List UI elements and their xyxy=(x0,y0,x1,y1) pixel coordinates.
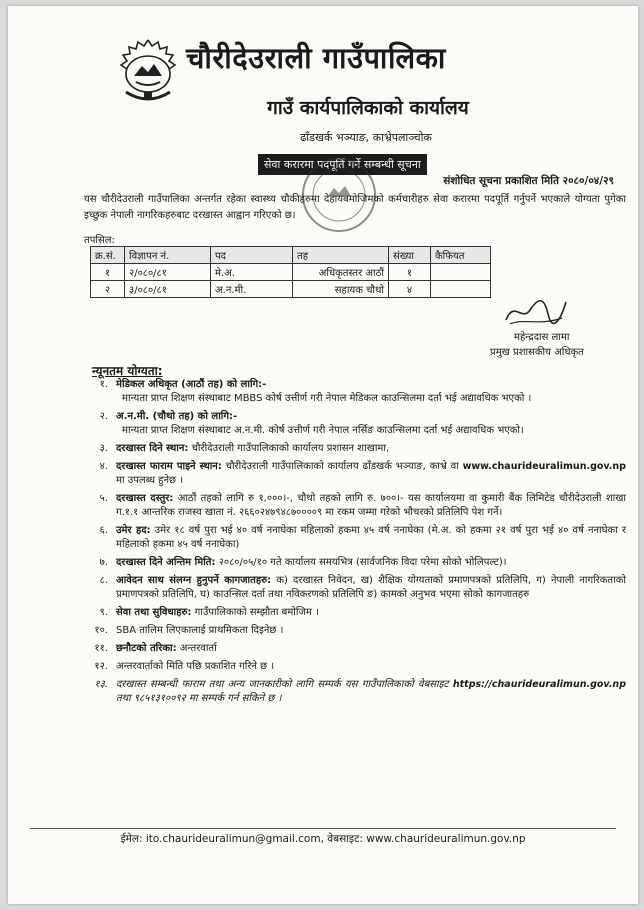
email-link[interactable]: ito.chaurideuralimun@gmail.com, xyxy=(145,833,324,845)
signature-icon xyxy=(500,292,570,330)
signatory-title: प्रमुख प्रशासकीय अधिकृत xyxy=(490,347,584,358)
footer-divider xyxy=(30,828,616,829)
website-link[interactable]: www.chaurideuralimun.gov.np xyxy=(462,461,626,472)
cell-remarks xyxy=(431,281,491,298)
details-label: तपसिल: xyxy=(84,235,115,246)
contact-note: १३. दरखास्त सम्बन्धी फाराम तथा अन्य जानकारीको लागि सम्पर्क यस गाउँपालिकाको वेबसाइट https://chaurideuralimun.gov.np तथा ९८५१३१००९२ मा सम्पर्क गर्न सकिने छ । xyxy=(94,679,626,704)
col-level: तह xyxy=(293,247,389,264)
cell-level: अधिकृतस्तर आठौं xyxy=(293,264,389,281)
cell-post: अ.न.मी. xyxy=(211,281,293,298)
cell-level: सहायक चौथो xyxy=(293,281,389,298)
contact-website-link[interactable]: https://chaurideuralimun.gov.np xyxy=(452,679,626,690)
list-item: ९. सेवा तथा सुविधाहरु: गाउँपालिकाको सम्झौता बमोजिम । xyxy=(99,607,319,618)
list-item: २. अ.न.मी. (चौथो तह) को लागि:- मान्यता प्राप्त शिक्षण संस्थाबाट अ.न.मी. कोर्ष उत्तीर्ण गरी नेपाल नर्सिङ काउन्सिलमा दर्ता भई अद्यावधिक भएको। xyxy=(99,411,524,436)
table-header-row xyxy=(91,247,491,264)
office-name: गाउँ कार्यपालिकाको कार्यालय xyxy=(267,97,469,119)
list-item: ४. दरखास्त फाराम पाइने स्थान: चौरीदेउराली गाउँपालिकाको कार्यालय ढाँडखर्क भञ्याङ, काभ्रे वा www.chaurideuralimun.gov.np मा उपलब्ध हुनेछ । xyxy=(99,461,626,486)
list-item: १२. अन्तरवार्ताको मिति पछि प्रकाशित गरिने छ । xyxy=(94,661,275,672)
cell-advert-no: २/०८०/८१ xyxy=(125,264,211,281)
requirements-list xyxy=(88,378,626,710)
cell-count: ४ xyxy=(389,281,431,298)
municipality-name: चौरीदेउराली गाउँपालिका xyxy=(186,41,446,75)
cell-remarks xyxy=(431,264,491,281)
table-row xyxy=(91,264,491,281)
col-serial: क्र.सं. xyxy=(91,247,125,264)
footer-website-link[interactable]: www.chaurideuralimun.gov.np xyxy=(366,833,526,845)
footer-contact xyxy=(8,832,638,846)
email-label: ईमेल: xyxy=(120,833,143,845)
notice-title: सेवा करारमा पदपूर्ति गर्ने सम्बन्धी सूचना xyxy=(258,154,427,175)
list-item: ८. आवेदन साथ संलग्न हुनुपर्ने कागजातहरु: क) दरखास्त निवेदन, ख) शैक्षिक योग्यताको प्रमाणपत्रको प्रतिलिपि, ग) नेपाली नागरिकताको प्रमाणपत्रको प्रतिलिपि, घ) काउन्सिल दर्ता तथा नविकरणको प्रतिलिपि ङ) कामको अनुभव भएमा सोको कागजातहरु xyxy=(99,575,626,600)
col-remarks: कैफियत xyxy=(431,247,491,264)
list-item: ११. छनौटको तरिका: अन्तरवार्ता xyxy=(94,643,217,654)
notice-page xyxy=(8,6,638,904)
list-item: ५. दरखास्त दस्तुर: आठौं तहको लागि रु १,०००।-, चौथो तहको लागि रु. ७००।- यस कार्यालयमा वा कुमारी बैंक लिमिटेड चौरीदेउराली शाखा ग.१.१ आन्तरिक राजस्व खाता नं. २६६०२४७९४८७००००९ मा रकम जम्मा गरेको भौचरको प्रतिलिपि पेश गर्ने। xyxy=(99,493,627,518)
revised-date: संशोधित सूचना प्रकाशित मिति २०८०/०४/२९ xyxy=(443,175,614,187)
signatory-name: महेन्द्रदास लामा xyxy=(514,332,570,343)
list-item: १. मेडिकल अधिकृत (आठौं तह) को लागि:- मान्यता प्राप्त शिक्षण संस्थाबाट MBBS कोर्ष उत्तीर्ण गरी नेपाल मेडिकल काउन्सिलमा दर्ता भई अद्यावधिक भएको । xyxy=(99,379,532,404)
list-item: ६. उमेर हद: उमेर १८ वर्ष पुरा भई ४० वर्ष ननाघेका महिलाको हकमा ४५ वर्ष ननाघेका (मे.अ. को हकमा २१ वर्ष पुरा भई ४० वर्ष ननाघेका र महिलाको हकमा ४५ वर्ष ननाघेका) xyxy=(99,525,626,550)
vacancy-table xyxy=(90,246,491,298)
web-label: वेबसाइट: xyxy=(327,833,363,845)
table-row xyxy=(91,281,491,298)
list-item: ३. दरखास्त दिने स्थान: चौरीदेउराली गाउँपालिकाको कार्यालय प्रशासन शाखामा, xyxy=(99,443,390,454)
col-advert-no: विज्ञापन नं. xyxy=(125,247,211,264)
cell-serial: २ xyxy=(91,281,125,298)
intro-paragraph: यस चौरीदेउराली गाउँपालिका अन्तर्गत रहेका स्वास्थ्य चौकीहरुमा देहायबमोजिमको कर्मचारीहरु सेवा करारमा पदपूर्ति गर्नुपर्ने भएकाले योग्यता पुगेका इच्छुक नेपाली नागरिकहरुबाट दरखास्त आह्वान गरिएको छ। xyxy=(84,194,626,221)
list-item: ७. दरखास्त दिने अन्तिम मिति: २०८०/०५/१० गते कार्यालय समयभित्र (सार्वजनिक विदा परेमा सोको भोलिपल्ट)। xyxy=(99,557,507,568)
cell-advert-no: ३/०८०/८१ xyxy=(125,281,211,298)
cell-serial: १ xyxy=(91,264,125,281)
cell-count: १ xyxy=(389,264,431,281)
min-qualification-heading: न्यूनतम योग्यता: xyxy=(92,364,163,378)
col-count: संख्या xyxy=(389,247,431,264)
list-item: १०. SBA तालिम लिएकालाई प्राथमिकता दिइनेछ । xyxy=(94,625,284,636)
cell-post: मे.अ. xyxy=(211,264,293,281)
col-post: पद xyxy=(211,247,293,264)
office-address: ढाँडखर्क भञ्याङ, काभ्रेपलाञ्चोक xyxy=(300,131,432,144)
